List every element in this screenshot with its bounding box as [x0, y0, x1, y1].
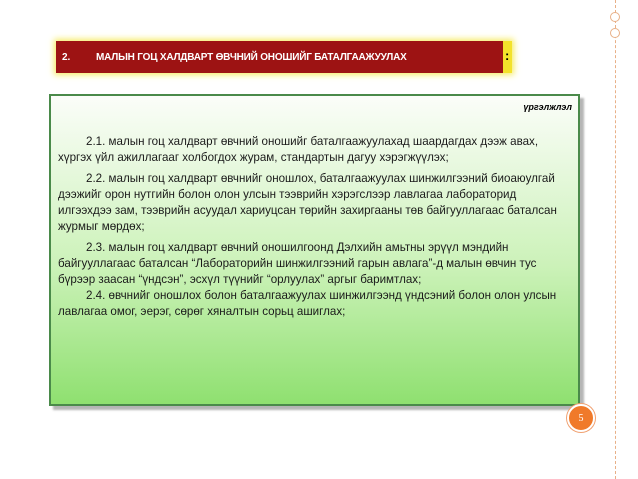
paragraph-2-1: 2.1. малын гоц халдварт өвчний оношийг баталгаажуулахад шаардагдах дээж авах, хүргэх үйл ажиллагааг холбогдох журам, стандартын дагуу хэрэгжүүлэх;	[58, 135, 539, 164]
slide-title-colon: :	[505, 48, 510, 63]
slide-title: МАЛЫН ГОЦ ХАЛДВАРТ ӨВЧНИЙ ОНОШИЙГ БАТАЛГААЖУУЛАХ	[96, 51, 407, 63]
slide-title-bar	[56, 41, 512, 73]
decorative-dashed-line	[615, 0, 616, 479]
paragraph-2-4: 2.4. өвчнийг оношлох болон баталгаажуулах шинжилгээнд үндсэний болон олон улсын лавлагаа омог, эерэг, сөрөг хяналтын сорьц ашиглах;	[58, 289, 557, 318]
slide-title-background	[56, 41, 503, 73]
paragraph-2-3: 2.3. малын гоц халдварт өвчний оношилгоонд Дэлхийн амьтны эрүүл мэндийн байгууллагаас баталсан “Лабораторийн шинжилгээний гарын авлага”-д малын өвчин тус бүрээр заасан “үндсэн”, эсхүл түүнийг “орлуулах” аргыг баримтлах;	[58, 241, 537, 286]
slide-title-number: 2.	[62, 51, 71, 63]
continuation-note: үргэлжлэл	[523, 102, 572, 112]
paragraph-2-2: 2.2. малын гоц халдварт өвчнийг оношлох, баталгаажуулах шинжилгээний биоаюулгай дээжийг орон нутгийн болон олон улсын тээврийн хэрэгслээр лавлагаа лабораторид илгээхдээ зам, тээврийн асуудал хариуцсан төрийн захиргааны төв байгууллагаас баталсан журмыг мөрдөх;	[58, 172, 557, 233]
slide-number-badge: 5	[567, 404, 595, 432]
decorative-dot-top	[610, 12, 620, 22]
paragraph-list	[58, 134, 572, 325]
content-box	[49, 94, 580, 406]
decorative-dot-upper	[610, 28, 620, 38]
